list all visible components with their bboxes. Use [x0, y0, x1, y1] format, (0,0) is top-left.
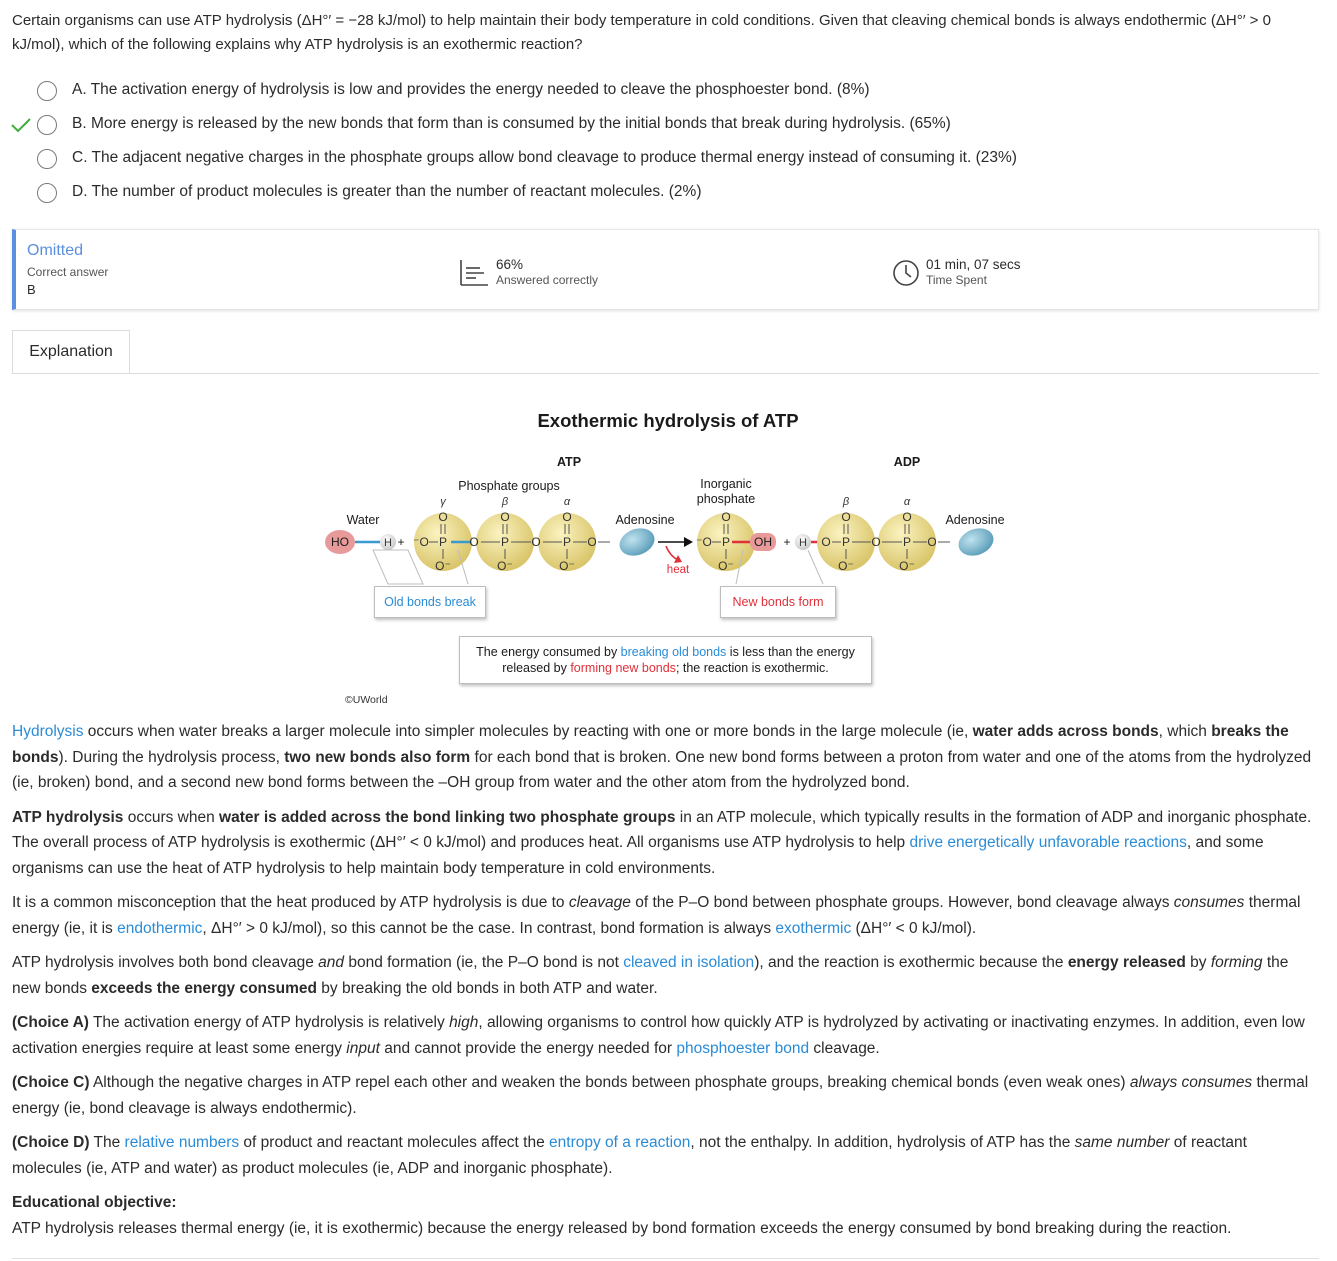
heat-label: heat [666, 564, 690, 576]
choice-d[interactable] [0, 176, 1337, 210]
adenosine-label-adp: Adenosine [945, 513, 1005, 527]
choice-text: B. More energy is released by the new bonds that form than is consumed by the initial bonds that break during hydrolysis. (65%) [72, 115, 951, 132]
phosphate-groups-label: Phosphate groups [458, 479, 560, 493]
clock-icon [892, 259, 920, 287]
adp-label: ADP [893, 455, 921, 469]
explanation-text [12, 719, 1317, 1250]
correct-answer-value: B [27, 282, 36, 297]
link-endothermic[interactable]: endothermic [117, 919, 203, 937]
link-phosphoester-bond[interactable]: phosphoester bond [676, 1039, 810, 1057]
status-label: Omitted [27, 242, 84, 259]
time-label: Time Spent [926, 273, 987, 287]
bottom-divider [12, 1258, 1319, 1259]
question-stem: Certain organisms can use ATP hydrolysis (ΔH°′ = −28 kJ/mol) to help maintain their body temperature in cold conditions. Given that cleaving chemical bonds is always endothermic (ΔH°′ > 0 kJ/mol), which of the following explains why ATP hydrolysis is an exothermic reaction? [12, 12, 1271, 53]
atp-label: ATP [556, 455, 582, 469]
o-text: O [841, 510, 851, 524]
stats-panel [12, 229, 1319, 310]
beta-label-adp: β [842, 496, 850, 508]
alpha-label-adp: α [903, 496, 911, 508]
choice-a[interactable] [0, 74, 1337, 108]
choice-d-explanation: (Choice D) The relative numbers of product and reactant molecules affect the entropy of a reaction, not the enthalpy. In addition, hydrolysis of ATP has the same number of reactant molecules (ie, ATP and water) as product molecules (ie, ADP and inorganic phosphate). [12, 1134, 1247, 1177]
new-bonds-callout: New bonds form [720, 586, 836, 618]
choice-c[interactable] [0, 142, 1337, 176]
percent-correct-stat [458, 257, 598, 288]
plus-sign: + [397, 535, 405, 549]
o-minus-text: O⁻ [838, 559, 854, 573]
h-text: H [799, 537, 807, 549]
p-text: P [500, 535, 510, 549]
choice-c-explanation: (Choice C) Although the negative charges in ATP repel each other and weaken the bonds between phosphate groups, breaking chemical bonds (even weak ones) always consumes thermal energy (ie, bond cleavage is always endothermic). [12, 1074, 1309, 1117]
time-value: 01 min, 07 secs [926, 257, 1021, 272]
o-text: O [469, 535, 479, 549]
o-minus-text: ⁻O [413, 535, 429, 549]
explanation-paragraph: ATP hydrolysis involves both bond cleavage and bond formation (ie, the P–O bond is not cleaved in isolation), and the reaction is exothermic because the energy released by forming the new bonds exceeds the energy consumed by breaking the old bonds in both ATP and water. [12, 954, 1289, 997]
radio-button[interactable] [37, 149, 57, 169]
o-minus-text: O⁻ [899, 559, 915, 573]
explanation-paragraph: ATP hydrolysis occurs when water is added across the bond linking two phosphate groups in an ATP molecule, which typically results in the formation of ADP and inorganic phosphate. The overall process of ATP hydrolysis is exothermic (ΔH°′ < 0 kJ/mol) and produces heat. All organisms use ATP hydrolysis to help drive energetically unfavorable reactions, and some organisms can use the heat of ATP hydrolysis to help maintain body temperature in cold environments. [12, 808, 1312, 877]
choice-a-explanation: (Choice A) The activation energy of ATP hydrolysis is relatively high, allowing organisms to control how quickly ATP is hydrolyzed by activating or inactivating enzymes. In addition, even low activation energies require at least some energy input and cannot provide the energy needed for phosphoester bond cleavage. [12, 1014, 1305, 1057]
link-unfavorable-reactions[interactable]: drive energetically unfavorable reactions [909, 834, 1187, 851]
ho-text: HO [331, 535, 349, 549]
h-text: H [384, 537, 392, 549]
radio-button[interactable] [37, 115, 57, 135]
explanation-paragraph: Hydrolysis occurs when water breaks a larger molecule into simpler molecules by reacting with one or more bonds in the large molecule (ie, water adds across bonds, which breaks the bonds). During the hydrolysis process, two new bonds also form for each bond that is broken. One new bond forms between a proton from water and one of the atoms from the hydrolyzed (ie, broken) bond, and a second new bond forms between the –OH group from water and the other atom from the hydrolyzed bond. [12, 723, 1312, 791]
choice-text: D. The number of product molecules is greater than the number of reactant molecules. (2%) [72, 183, 702, 200]
o-text: O [438, 510, 448, 524]
inorganic-label-line1: Inorganic [700, 477, 752, 491]
o-minus-text: O⁻ [559, 559, 575, 573]
link-cleaved-in-isolation[interactable]: cleaved in isolation [623, 954, 755, 971]
plus-sign: + [783, 535, 791, 549]
inorganic-label-line2: phosphate [696, 492, 756, 506]
choice-text: A. The activation energy of hydrolysis is low and provides the energy needed to cleave the phosphoester bond. (8%) [72, 81, 870, 98]
o-text: O [821, 535, 831, 549]
o-minus-text: O⁻ [435, 559, 451, 573]
o-text: O [587, 535, 597, 549]
copyright-text: ©UWorld [345, 694, 388, 706]
water-label: Water [346, 513, 380, 527]
tab-explanation[interactable]: Explanation [12, 330, 130, 373]
adenosine-atp [616, 524, 659, 561]
correct-answer-label: Correct answer [27, 265, 109, 279]
link-exothermic[interactable]: exothermic [775, 919, 852, 937]
choice-text: C. The adjacent negative charges in the phosphate groups allow bond cleavage to produce thermal energy instead of consuming it. (23%) [72, 149, 1017, 166]
heat-arrow [666, 546, 678, 560]
time-spent-stat [892, 257, 1021, 288]
old-bonds-pointer [373, 550, 423, 584]
o-text: O [871, 535, 881, 549]
adenosine-adp [955, 524, 998, 561]
tab-divider [12, 373, 1319, 374]
old-bonds-callout: Old bonds break [374, 586, 486, 618]
choice-b[interactable] [0, 108, 1337, 142]
answer-choices [0, 74, 1337, 210]
link-entropy[interactable]: entropy of a reaction [549, 1134, 691, 1151]
percent-label: Answered correctly [496, 273, 599, 287]
o-text: O [902, 510, 912, 524]
objective-text: ATP hydrolysis releases thermal energy (ie, it is exothermic) because the energy released by bond formation exceeds the energy consumed by bond breaking during the reaction. [12, 1219, 1232, 1237]
p-text: P [902, 535, 912, 549]
o-text: O [531, 535, 541, 549]
objective-title: Educational objective: [12, 1194, 177, 1211]
o-minus-text: O⁻ [497, 559, 513, 573]
radio-button[interactable] [37, 81, 57, 101]
o-text: O [927, 535, 937, 549]
o-text: O [562, 510, 572, 524]
p-text: P [841, 535, 851, 549]
p-text: P [562, 535, 572, 549]
p-text: P [721, 535, 731, 549]
explanation-paragraph: It is a common misconception that the heat produced by ATP hydrolysis is due to cleavage of the P–O bond between phosphate groups. However, bond cleavage always consumes thermal energy (ie, it is endothermic, ΔH°′ > 0 kJ/mol), so this cannot be the case. In contrast, bond formation is always exothermic (ΔH°′ < 0 kJ/mol). [12, 894, 1301, 937]
energy-summary-callout: The energy consumed by breaking old bonds is less than the energy released by forming new bonds; the reaction is exothermic. [459, 636, 872, 684]
radio-button[interactable] [37, 183, 57, 203]
percent-value: 66% [496, 257, 524, 272]
gamma-label: γ [440, 496, 446, 508]
oh-text: OH [754, 535, 772, 549]
adenosine-label-atp: Adenosine [615, 513, 675, 527]
atp-hydrolysis-figure [318, 400, 1018, 710]
link-hydrolysis[interactable]: Hydrolysis [12, 723, 84, 740]
link-relative-numbers[interactable]: relative numbers [124, 1134, 240, 1151]
alpha-label: α [563, 496, 571, 508]
figure-title: Exothermic hydrolysis of ATP [537, 410, 799, 431]
o-minus-text: O⁻ [718, 559, 734, 573]
checkmark-icon [10, 116, 32, 134]
bar-chart-icon [458, 258, 490, 288]
o-text: O [500, 510, 510, 524]
p-text: P [438, 535, 448, 549]
o-text: O [721, 510, 731, 524]
beta-label: β [501, 496, 509, 508]
o-minus-text: ⁻O [696, 535, 712, 549]
